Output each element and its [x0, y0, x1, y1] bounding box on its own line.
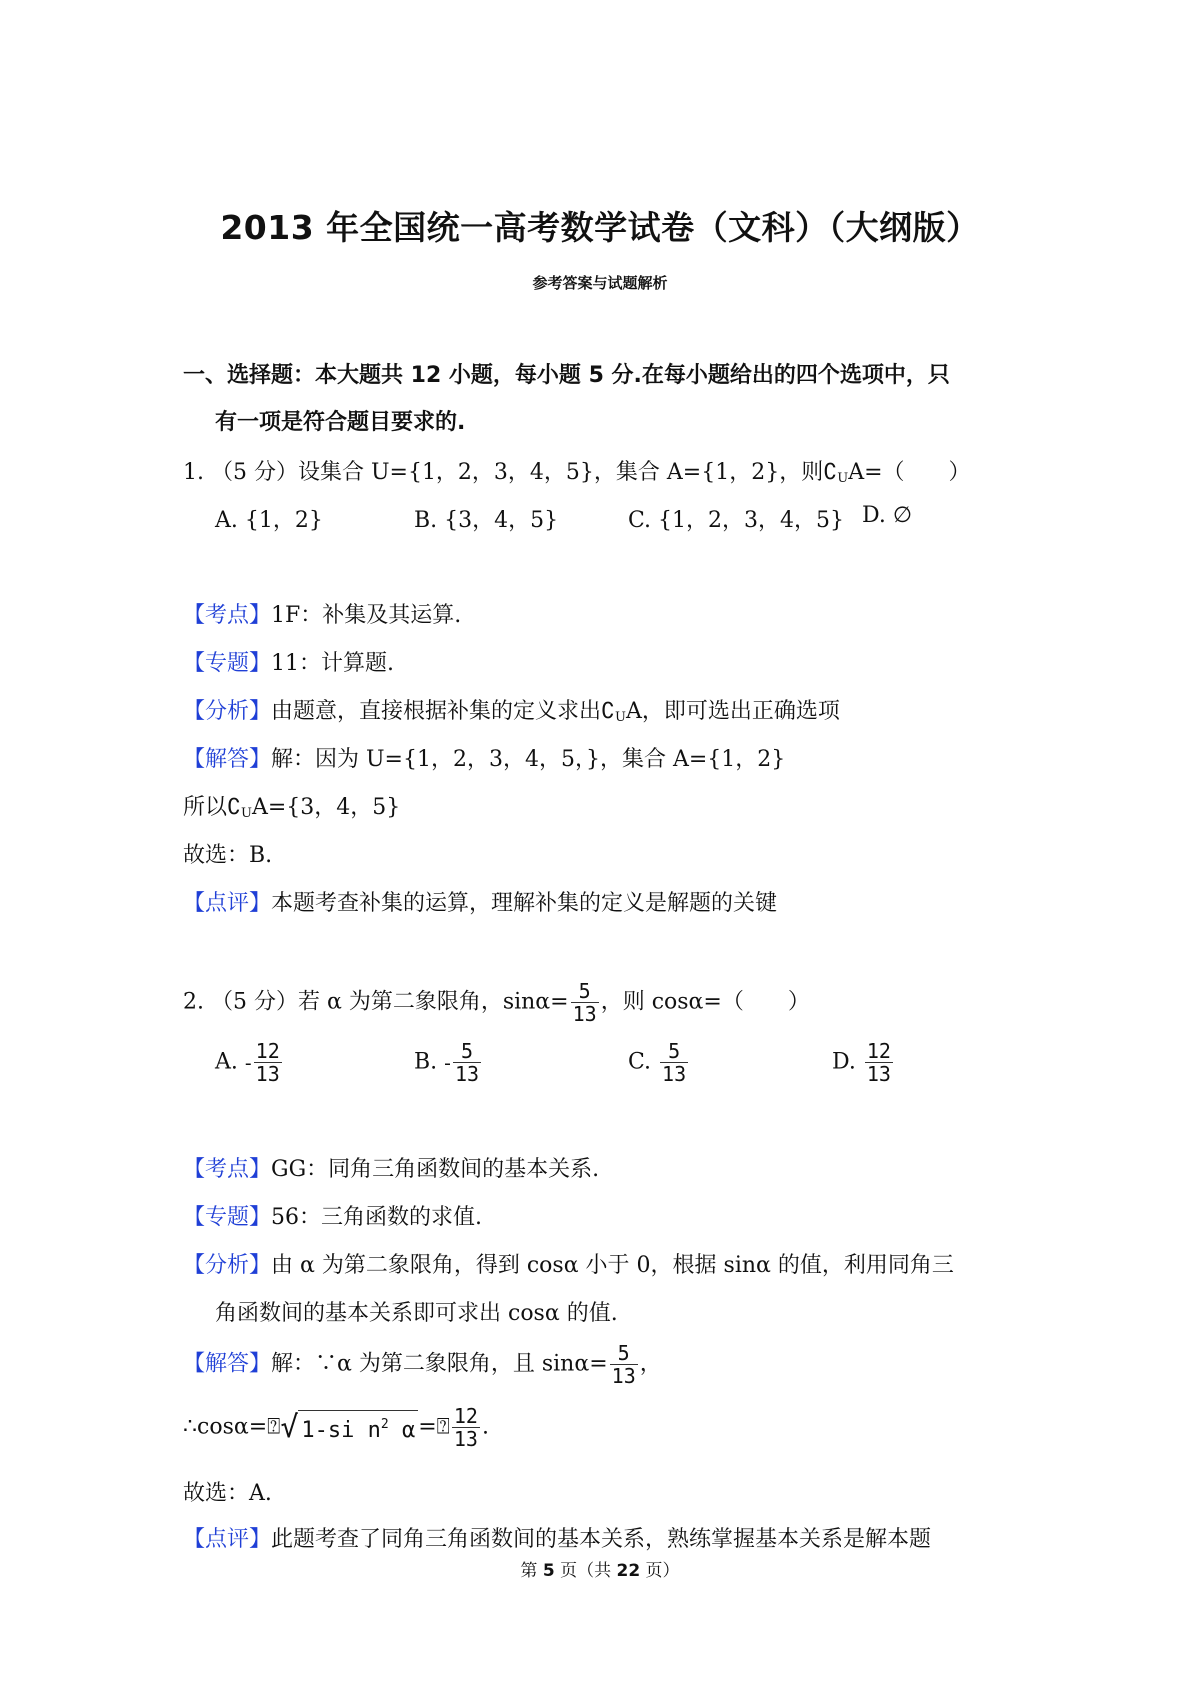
q2-zhuanti — [183, 1200, 482, 1231]
footer-page-number: 5 — [542, 1561, 555, 1581]
q2-jieda-text: 解：∵α 为第二象限角，且 sinα= — [271, 1351, 608, 1377]
page-title: 2013 年全国统一高考数学试卷（文科）（大纲版） — [220, 208, 980, 247]
radical-sign-icon: √ — [280, 1410, 299, 1445]
q1-zhuanti-tag: 【专题】 — [183, 651, 272, 676]
square-root — [280, 1410, 418, 1445]
q1-fenxi — [183, 694, 840, 725]
radicand-alpha: α — [388, 1418, 416, 1443]
q1-suoyi-text: 所以∁ — [183, 795, 241, 820]
q2-dianping-tag: 【点评】 — [183, 1527, 272, 1552]
question-2-stem-text: 2. （5 分）若 α 为第二象限角，sinα= — [183, 989, 569, 1015]
section-heading-line2: 有一项是符合题目要求的. — [215, 410, 466, 435]
q2-fenxi-text: 由 α 为第二象限角，得到 cosα 小于 0，根据 sinα 的值，利用同角三 — [271, 1253, 954, 1278]
section-heading-line1: 一、选择题：本大题共 12 小题，每小题 5 分.在每小题给出的四个选项中，只 — [183, 363, 950, 388]
q1-dianping-tag: 【点评】 — [183, 891, 272, 916]
fraction-denominator: 13 — [453, 1427, 478, 1451]
equals-sign: = — [418, 1414, 437, 1440]
q1-jieda-tag: 【解答】 — [183, 747, 272, 772]
page-footer — [0, 1556, 1200, 1581]
question-1-stem — [183, 455, 971, 486]
q1-kaodian-text: 1F：补集及其运算. — [271, 603, 462, 628]
fraction-denominator: 13 — [572, 1002, 597, 1026]
fraction-numerator: 5 — [571, 980, 599, 1003]
fraction-numerator: 5 — [453, 1040, 481, 1063]
question-2-option-a — [215, 1040, 284, 1085]
option-a-minus: - — [244, 1050, 252, 1075]
fraction-denominator: 13 — [662, 1062, 687, 1086]
fraction-numerator: 12 — [866, 1039, 891, 1063]
q2-jieda-tag: 【解答】 — [183, 1351, 272, 1377]
q1-fenxi-text: 由题意，直接根据补集的定义求出∁ — [271, 699, 616, 724]
q1-fenxi-tag: 【分析】 — [183, 699, 272, 724]
option-d-label: D. — [832, 1049, 856, 1075]
q2-kaodian-tag: 【考点】 — [183, 1157, 272, 1182]
q1-fenxi-sub: U — [615, 710, 626, 725]
question-1-option-b: B. {3，4，5} — [414, 508, 559, 533]
q2-fenxi-line1 — [183, 1248, 954, 1279]
q2-zhuanti-tag: 【专题】 — [183, 1205, 272, 1230]
footer-text: 第 — [520, 1561, 543, 1581]
q1-zhuanti — [183, 646, 394, 677]
q1-zhuanti-text: 11：计算题. — [271, 651, 395, 676]
q2-kaodian — [183, 1152, 599, 1183]
option-d-fraction — [865, 1040, 893, 1085]
q1-jieda-text: 解：因为 U={1，2，3，4，5，}，集合 A={1，2} — [271, 747, 786, 772]
fraction-denominator: 13 — [255, 1062, 280, 1086]
option-b-minus: - — [444, 1050, 451, 1075]
page-subtitle: 参考答案与试题解析 — [532, 274, 668, 292]
question-1-option-d: D. ∅ — [862, 503, 913, 528]
question-1-stem-end: A=（ ） — [848, 460, 971, 485]
question-2-option-b — [414, 1040, 483, 1085]
radicand-text: 1-si n — [301, 1418, 381, 1443]
q2-kaodian-text: GG：同角三角函数间的基本关系. — [271, 1157, 600, 1182]
option-b-fraction — [453, 1040, 481, 1085]
q1-dianping — [183, 886, 777, 917]
q1-fenxi-end: A，即可选出正确选项 — [625, 699, 840, 724]
fraction-numerator: 12 — [255, 1039, 280, 1063]
q2-cos-formula — [183, 1405, 489, 1450]
q2-zhuanti-text: 56：三角函数的求值. — [271, 1205, 483, 1230]
option-b-label: B. — [414, 1049, 438, 1075]
footer-total-pages: 22 — [616, 1561, 641, 1581]
question-2-option-d — [832, 1040, 895, 1085]
q1-suoyi-end: A={3，4，5} — [251, 795, 401, 820]
q1-jieda — [183, 742, 785, 773]
q2-dianping-text: 此题考查了同角三角函数间的基本关系，熟练掌握基本关系是解本题 — [271, 1527, 932, 1552]
footer-text-end: 页） — [640, 1561, 680, 1581]
q2-cos-fraction — [452, 1405, 480, 1450]
option-a-label: A. — [215, 1049, 238, 1075]
q2-jieda — [183, 1342, 662, 1387]
option-c-fraction — [660, 1040, 688, 1085]
option-c-label: C. — [628, 1049, 652, 1075]
q1-dianping-text: 本题考查补集的运算，理解补集的定义是解题的关键 — [271, 891, 778, 916]
q1-answer: 故选：B. — [183, 843, 273, 868]
fraction-denominator: 13 — [454, 1062, 480, 1086]
question-2-stem-end: ，则 cosα=（ ） — [600, 989, 810, 1015]
question-1-stem-sub: U — [837, 471, 849, 486]
question-2-option-c — [628, 1040, 690, 1085]
period: . — [481, 1414, 489, 1440]
question-2-stem-fraction — [571, 980, 599, 1025]
missing-glyph-icon: ⍰ — [267, 1414, 281, 1440]
fraction-numerator: 5 — [610, 1342, 638, 1365]
question-1-option-a: A. {1，2} — [215, 508, 323, 533]
fraction-denominator: 13 — [611, 1364, 636, 1388]
q2-fenxi-line2: 角函数间的基本关系即可求出 cosα 的值. — [215, 1301, 618, 1326]
fraction-numerator: 5 — [660, 1040, 688, 1063]
q1-suoyi — [183, 790, 400, 821]
question-1-option-c: C. {1，2，3，4，5} — [628, 508, 845, 533]
q1-suoyi-sub: U — [241, 806, 252, 821]
option-a-fraction — [254, 1040, 282, 1085]
question-2-stem — [183, 980, 810, 1025]
footer-text-mid: 页（共 — [554, 1561, 617, 1581]
fraction-denominator: 13 — [866, 1062, 891, 1086]
q2-dianping — [183, 1522, 931, 1553]
radicand-exponent: 2 — [380, 1417, 389, 1432]
q1-kaodian-tag: 【考点】 — [183, 603, 272, 628]
fraction-numerator: 12 — [453, 1404, 478, 1428]
radicand — [298, 1410, 418, 1445]
q2-answer: 故选：A. — [183, 1481, 272, 1506]
q2-cos-text: ∴cosα= — [183, 1414, 268, 1440]
missing-glyph-icon: ⍰ — [436, 1414, 450, 1440]
q2-jieda-end: ， — [639, 1351, 662, 1377]
q1-kaodian — [183, 598, 461, 629]
question-1-stem-text: 1. （5 分）设集合 U={1，2，3，4，5}，集合 A={1，2}，则∁ — [183, 460, 838, 485]
q2-jieda-fraction — [610, 1342, 638, 1387]
q2-fenxi-tag: 【分析】 — [183, 1253, 272, 1278]
